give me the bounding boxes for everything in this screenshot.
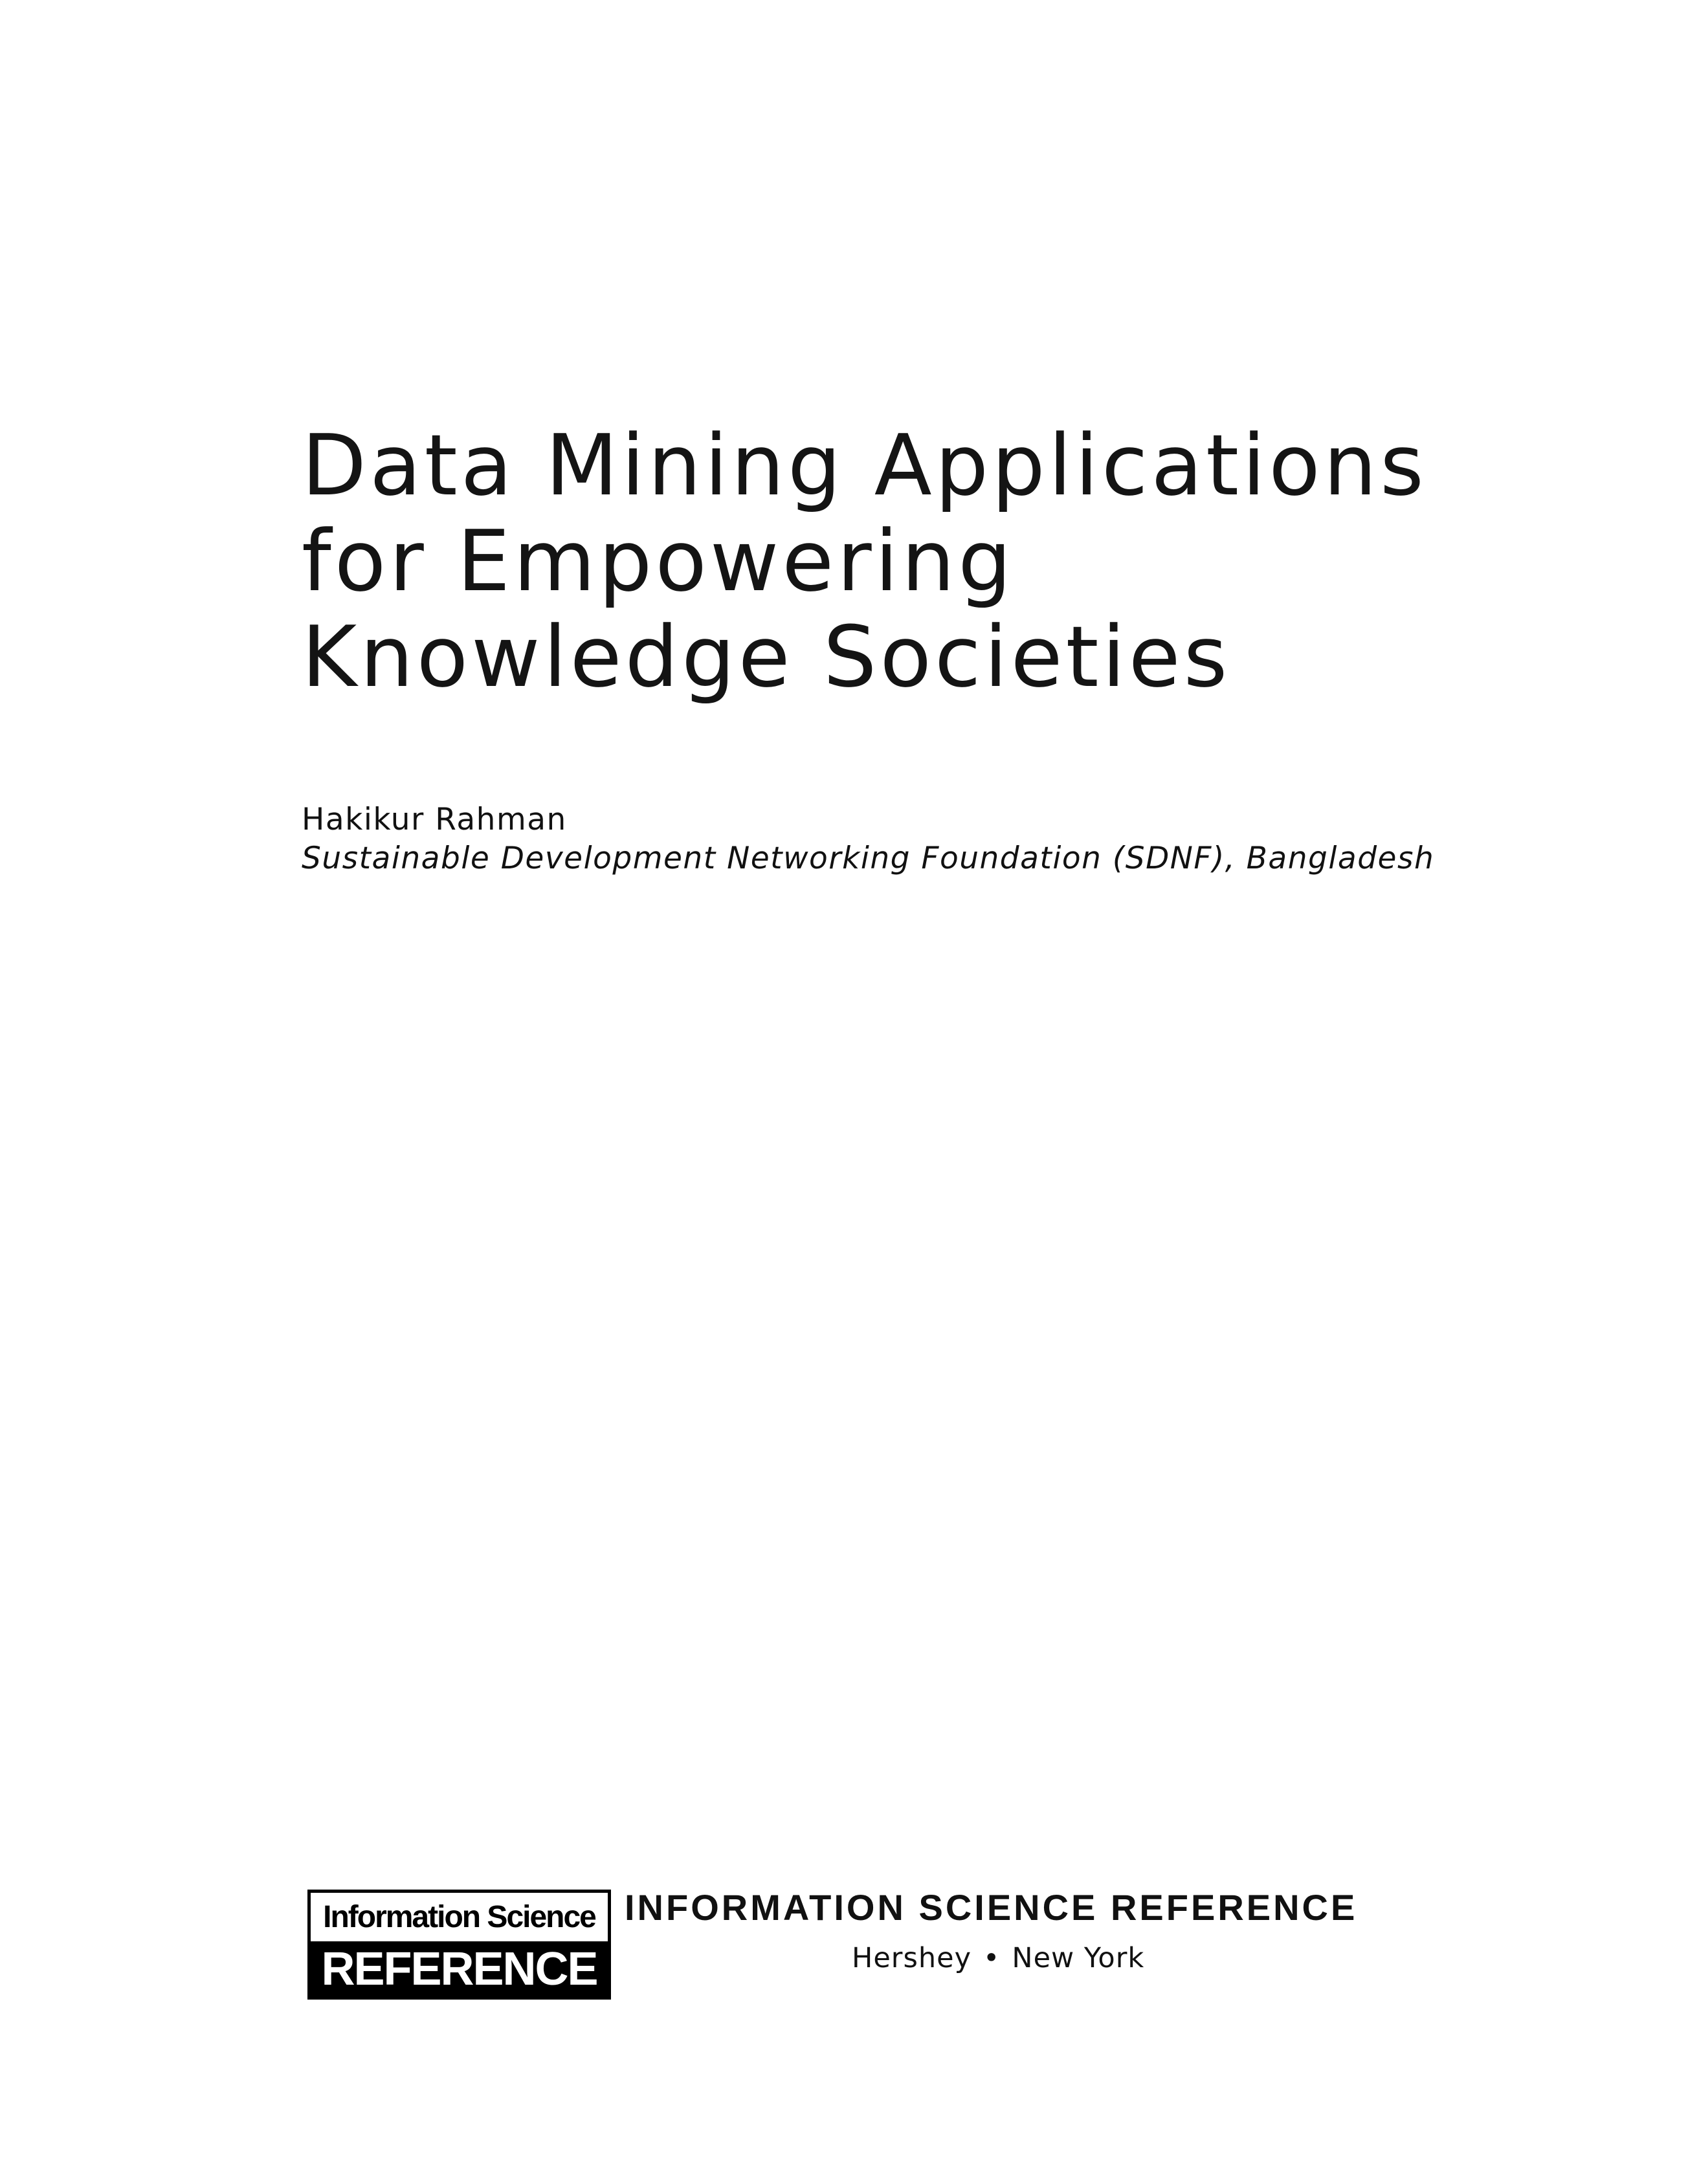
author-affiliation: Sustainable Development Networking Foundation (SDNF), Bangladesh: [302, 841, 1435, 876]
publisher-city-hershey: Hershey: [852, 1942, 972, 1974]
logo-top-text: Information Science: [323, 1900, 595, 1934]
book-title: [302, 417, 1531, 705]
publisher-name: INFORMATION SCIENCE REFERENCE: [625, 1887, 1358, 1928]
title-line-2: for Empowering: [302, 512, 1015, 610]
publisher-logo: [307, 1890, 611, 2000]
author-block: [302, 800, 1531, 878]
title-line-1: Data Mining Applications: [302, 416, 1427, 514]
bullet-separator-icon: •: [983, 1942, 1001, 1974]
author-name: Hakikur Rahman: [302, 802, 567, 837]
publisher-location: [852, 1940, 1144, 1976]
publisher-city-new-york: New York: [1012, 1942, 1145, 1974]
title-line-3: Knowledge Societies: [302, 608, 1231, 706]
logo-bottom-text: REFERENCE: [311, 1941, 608, 1996]
